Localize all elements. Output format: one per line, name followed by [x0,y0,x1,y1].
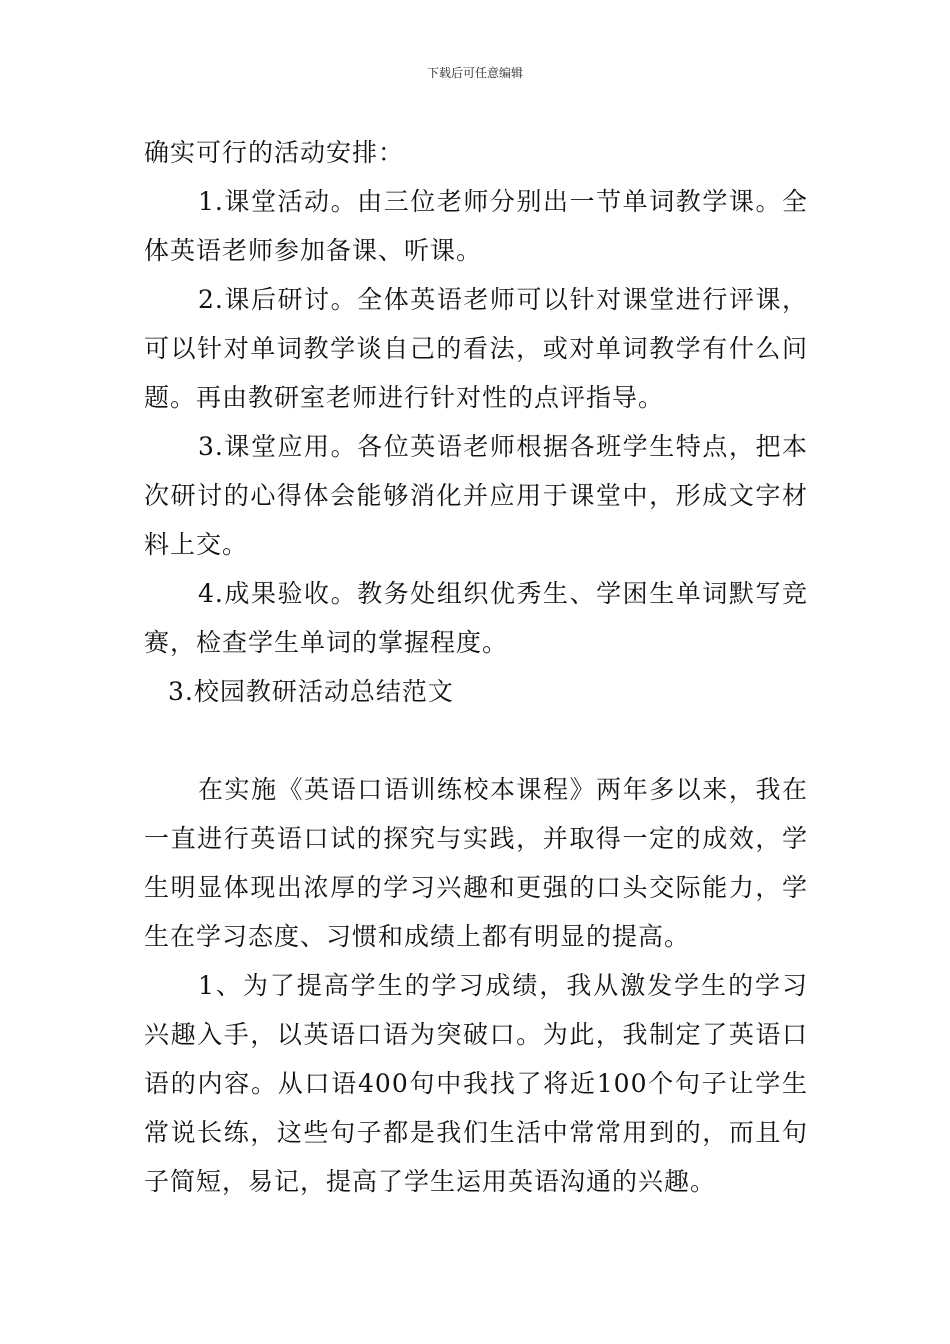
section-title: 3.校园教研活动总结范文 [168,677,454,706]
blank-line [144,716,808,765]
activity-item-4: 4.成果验收。教务处组织优秀生、学困生单词默写竞赛，检查学生单词的掌握程度。 [144,579,808,657]
summary-paragraph-1: 在实施《英语口语训练校本课程》两年多以来，我在一直进行英语口试的探究与实践，并取得一定的成效，学生明显体现出浓厚的学习兴趣和更强的口头交际能力，学生在学习态度、习惯和成绩上都有明显的提高。 [144,775,808,951]
summary-paragraph-2: 1、为了提高学生的学习成绩，我从激发学生的学习兴趣入手，以英语口语为突破口。为此，我制定了英语口语的内容。从口语400句中我找了将近100个句子让学生常说长练，这些句子都是我们生活中常常用到的，而且句子简短，易记，提高了学生运用英语沟通的兴趣。 [144,971,808,1196]
activity-item-2: 2.课后研讨。全体英语老师可以针对课堂进行评课，可以针对单词教学谈自己的看法，或对单词教学有什么问题。再由教研室老师进行针对性的点评指导。 [144,285,808,412]
activity-item-1: 1.课堂活动。由三位老师分别出一节单词教学课。全体英语老师参加备课、听课。 [144,187,808,265]
page-header-note: 下载后可任意编辑 [426,66,523,80]
document-body [144,128,808,1206]
intro-line: 确实可行的活动安排： [144,138,405,167]
activity-item-3: 3.课堂应用。各位英语老师根据各班学生特点，把本次研讨的心得体会能够消化并应用于课堂中，形成文字材料上交。 [144,432,808,559]
